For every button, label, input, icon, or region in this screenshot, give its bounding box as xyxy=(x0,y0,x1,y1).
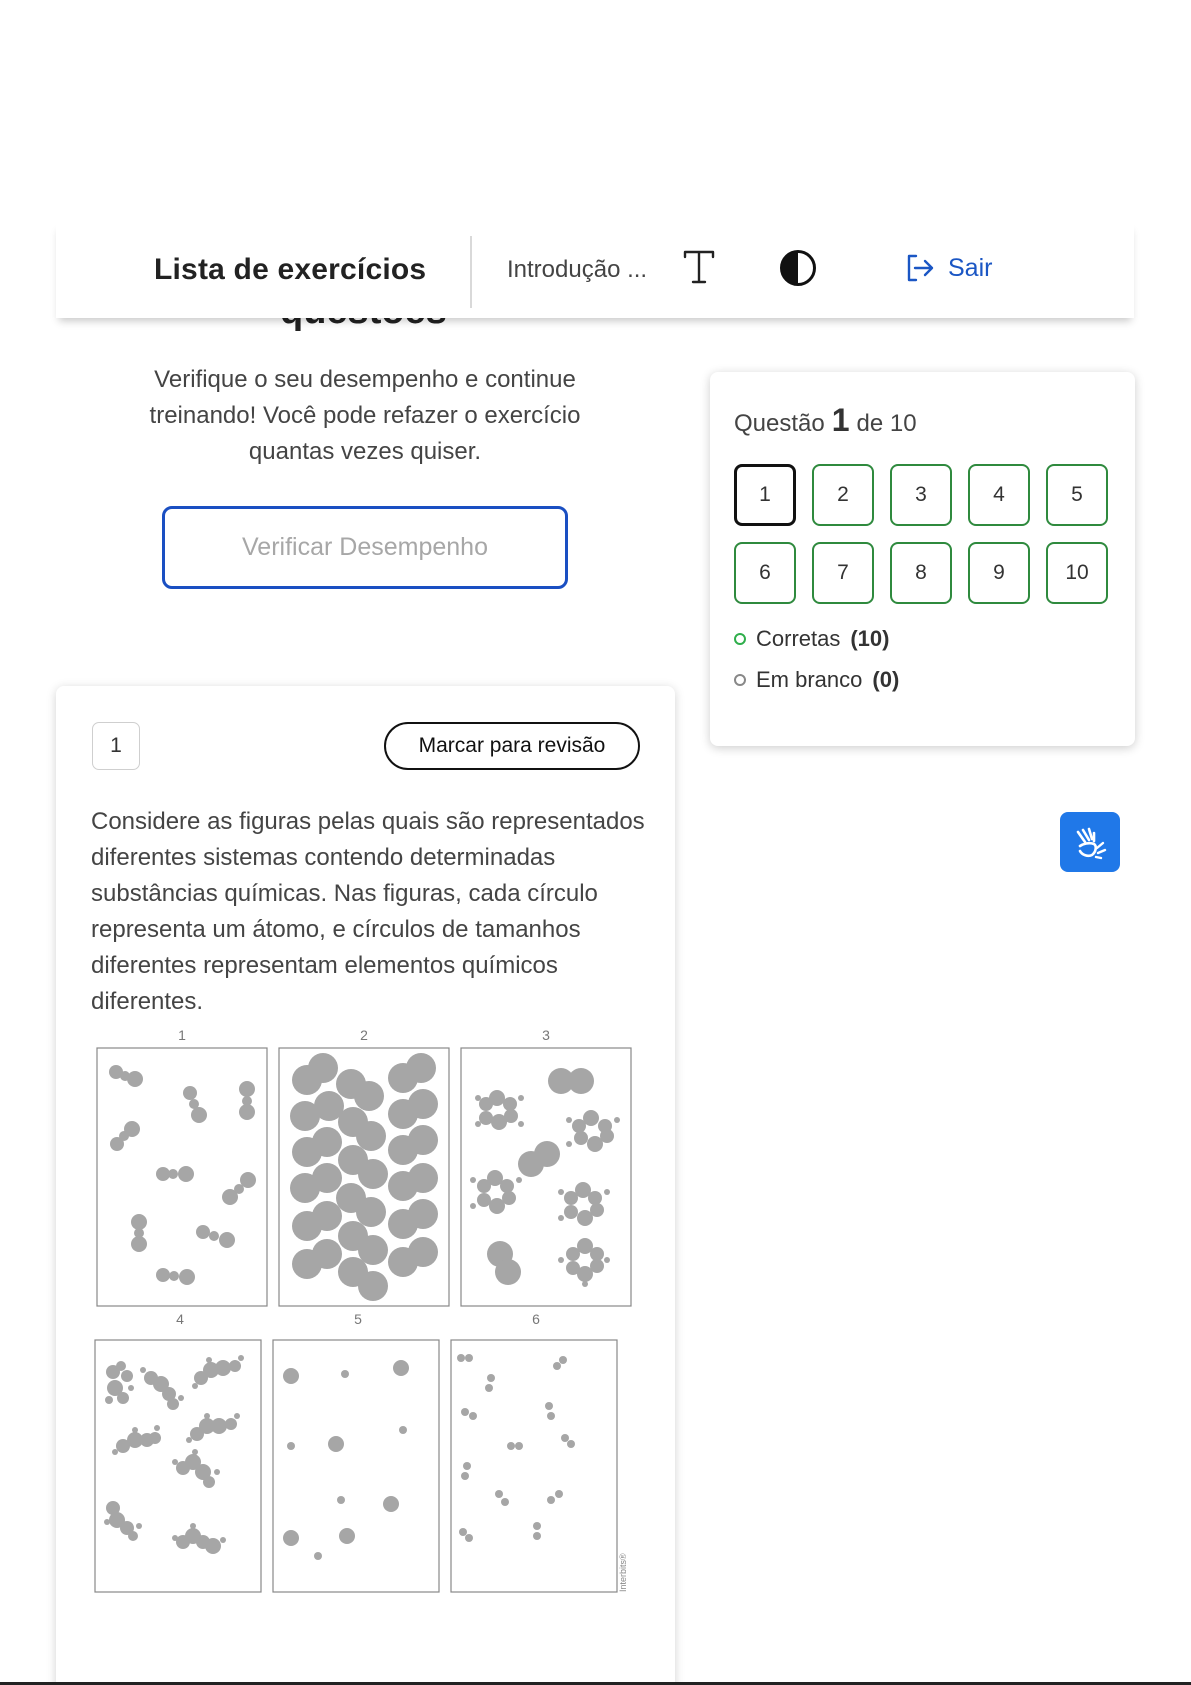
legend-correct xyxy=(734,626,889,652)
top-bar xyxy=(56,222,1134,318)
question-stem: Considere as figuras pelas quais são representados diferentes sistemas contendo determinadas substâncias químicas. Nas figuras, cada círculo representa um átomo, e círculos de tamanhos diferentes representam elementos químicos diferentes. xyxy=(91,808,645,1015)
blank-dot-icon xyxy=(734,674,746,686)
sign-language-button[interactable] xyxy=(1060,812,1120,872)
header-divider xyxy=(470,236,472,308)
figure-label-5: 5 xyxy=(354,1311,362,1327)
question-grid xyxy=(734,464,1108,604)
contrast-icon[interactable] xyxy=(778,248,818,288)
question-button-8[interactable]: 8 xyxy=(890,542,952,604)
question-button-10[interactable]: 10 xyxy=(1046,542,1108,604)
figure-panel-3 xyxy=(461,1048,631,1306)
question-button-5[interactable]: 5 xyxy=(1046,464,1108,526)
question-button-4[interactable]: 4 xyxy=(968,464,1030,526)
figure-label-4: 4 xyxy=(176,1311,184,1327)
question-button-7[interactable]: 7 xyxy=(812,542,874,604)
legend-correct-count: (10) xyxy=(850,626,890,651)
legend-correct-label: Corretas xyxy=(756,626,841,651)
question-card xyxy=(56,686,675,1685)
exit-button[interactable] xyxy=(904,252,992,284)
question-number-badge: 1 xyxy=(92,722,140,770)
exit-label: Sair xyxy=(948,253,993,282)
exit-icon xyxy=(904,252,936,284)
mark-for-review-button[interactable]: Marcar para revisão xyxy=(384,722,640,770)
page-title: Lista de exercícios xyxy=(154,253,427,286)
question-counter xyxy=(734,402,917,439)
question-button-6[interactable]: 6 xyxy=(734,542,796,604)
figure-label-1: 1 xyxy=(178,1027,186,1043)
question-counter-label: Questão xyxy=(734,410,825,437)
question-total: de 10 xyxy=(856,410,917,437)
intro-text: Verifique o seu desempenho e continue treinando! Você pode refazer o exercício quantas vezes quiser. xyxy=(149,366,581,465)
verify-performance-button[interactable]: Verificar Desempenho xyxy=(162,506,568,589)
figure-panel-6 xyxy=(451,1340,617,1592)
question-button-1[interactable]: 1 xyxy=(734,464,796,526)
figure-label-6: 6 xyxy=(532,1311,540,1327)
current-question-number: 1 xyxy=(831,402,850,438)
font-size-icon[interactable] xyxy=(682,248,716,286)
question-button-2[interactable]: 2 xyxy=(812,464,874,526)
figure-label-2: 2 xyxy=(360,1027,368,1043)
legend-blank xyxy=(734,667,899,693)
figure-label-3: 3 xyxy=(542,1027,550,1043)
question-button-3[interactable]: 3 xyxy=(890,464,952,526)
legend-blank-count: (0) xyxy=(872,667,900,692)
sign-language-icon xyxy=(1070,822,1110,862)
question-button-9[interactable]: 9 xyxy=(968,542,1030,604)
figure-credit: Interbits® xyxy=(618,1553,628,1592)
correct-dot-icon xyxy=(734,633,746,645)
legend-blank-label: Em branco xyxy=(756,667,863,692)
lesson-title: Introdução ... xyxy=(507,256,648,283)
question-navigator xyxy=(710,372,1135,746)
molecules-figure xyxy=(91,1026,635,1610)
